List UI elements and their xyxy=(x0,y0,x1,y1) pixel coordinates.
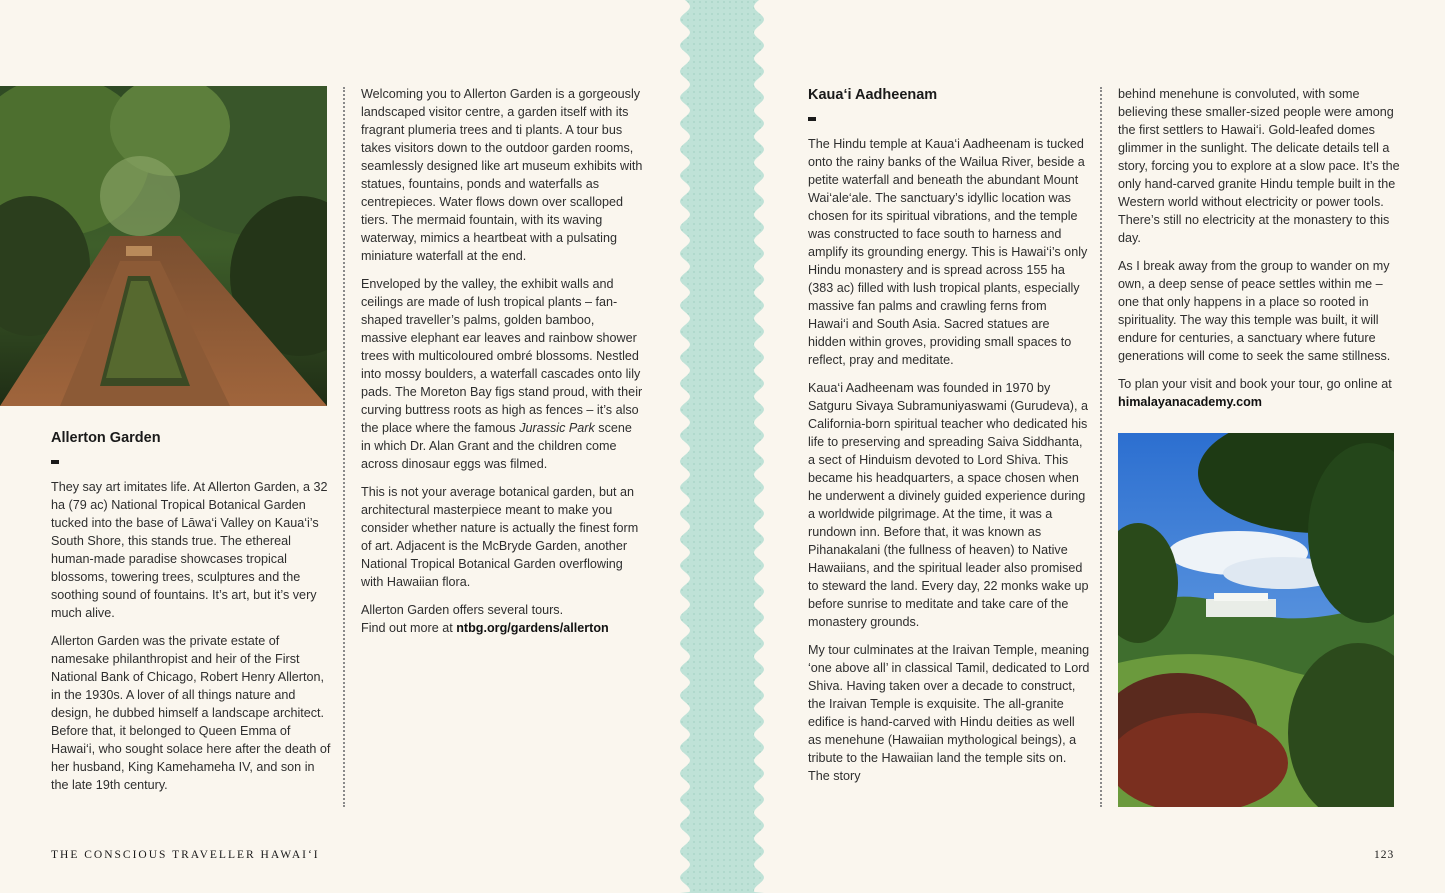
aadheenam-column-2 xyxy=(1118,85,1400,411)
paragraph: Kaua‘i Aadheenam was founded in 1970 by Satguru Sivaya Subramuniyaswami (Gurudeva), a California-born spiritual teacher who dedicated his life to preserving and spreading Saiva Siddhanta, a sect of Hinduism devoted to Lord Shiva. This became his headquarters, a space chosen when he underwent a divinely guided experience during a worldwide pilgrimage. At the time, it was a rundown inn. Before that, it was known as Pihanakalani (the fullness of heaven) to Native Hawaiians, and the spiritual leader also promised to steward the land. Every day, 22 monks wake up before sunrise to meditate and take care of the monastery grounds. xyxy=(808,381,1089,629)
temple-grounds-photo xyxy=(1118,433,1394,807)
section-heading-aadheenam: Kaua‘i Aadheenam xyxy=(808,87,938,103)
paragraph: Allerton Garden was the private estate of namesake philanthropist and heir of the First National Bank of Chicago, Robert Henry Allerton, in the 1930s. A lover of all things nature and design, he dubbed himself a landscape architect. Before that, it belonged to Queen Emma of Hawai‘i, who sought solace here after the death of her husband, King Kamehameha IV, and son in the late 19th century. xyxy=(51,634,331,792)
link-prefix: To plan your visit and book your tour, go online at xyxy=(1118,377,1392,391)
paragraph: As I break away from the group to wander on my own, a deep sense of peace settles within me – one that only happens in a place so rooted in spirituality. The way this temple was built, it will endure for centuries, a sanctuary where future generations will come to seek the same stillness. xyxy=(1118,259,1391,363)
column-divider xyxy=(343,87,345,807)
paragraph xyxy=(1118,375,1400,411)
heading-dash xyxy=(51,460,59,464)
paragraph: This is not your average botanical garden, but an architectural masterpiece meant to make you consider whether nature is actually the finest form of art. Adjacent is the McBryde Garden, another National Tropical Botanical Garden overflowing with Hawaiian flora. xyxy=(361,485,639,589)
heading-dash xyxy=(808,117,816,121)
aadheenam-section xyxy=(808,85,1090,785)
paragraph-text: scene in which Dr. Alan Grant and the children come across dinosaur eggs was filmed. xyxy=(361,421,632,471)
paragraph-text: Enveloped by the valley, the exhibit walls and ceilings are made of lush tropical plants – fan-shaped traveller’s palms, golden bamboo, massive elephant ear leaves and rainbow shower trees with multicoloured ombré blossoms. Nestled into mossy boulders, a waterfall cascades onto lily pads. The Moreton Bay figs stand proud, with their curving buttress roots as high as fences – it’s also the place where the famous xyxy=(361,277,643,435)
column-divider xyxy=(1100,87,1102,807)
paragraph xyxy=(361,275,643,473)
paragraph: Welcoming you to Allerton Garden is a gorgeously landscaped visitor centre, a garden itself with its fragrant plumeria trees and ti plants. A tour bus takes visitors down to the outdoor garden rooms, seamlessly designed like art museum exhibits with statues, fountains, ponds and waterfalls as centrepieces. Water flows down over scalloped tiers. The mermaid fountain, with its waving waterway, mimics a heartbeat with a pulsating miniature waterfall at the end. xyxy=(361,87,643,263)
page-number: 123 xyxy=(1374,849,1395,861)
allerton-garden-photo xyxy=(0,86,327,406)
paragraph: They say art imitates life. At Allerton Garden, a 32 ha (79 ac) National Tropical Botanical Garden tucked into the base of Lāwa‘i Valley on Kaua‘i’s South Shore, this stands true. The ethereal human-made paradise showcases tropical blossoms, towering trees, sculptures and the soothing sound of fountains. It’s art, but it’s very much alive. xyxy=(51,480,328,620)
paragraph: behind menehune is convoluted, with some believing these smaller-sized people were among the first settlers to Hawai‘i. Gold-leafed domes glimmer in the sunlight. The delicate details tell a story, forcing you to explore at a slow pace. It’s the only hand-carved granite Hindu temple built in the Western world without electricity or power tools. There’s still no electricity at the monastery to this day. xyxy=(1118,87,1400,245)
wavy-pattern xyxy=(680,0,764,893)
paragraph: My tour culminates at the Iraivan Temple, meaning ‘one above all’ in classical Tamil, dedicated to Lord Shiva. Having taken over a decade to construct, the Iraivan Temple is exquisite. The all-granite edifice is hand-carved with Hindu deities as well as menehune (Hawaiian mythological beings), a tribute to the Hawaiian land the temple sits on. The story xyxy=(808,643,1090,783)
section-heading-allerton: Allerton Garden xyxy=(51,430,161,446)
himalayan-academy-link[interactable]: himalayanacademy.com xyxy=(1118,395,1262,409)
paragraph xyxy=(361,601,643,637)
film-title: Jurassic Park xyxy=(519,421,595,435)
running-footer: THE CONSCIOUS TRAVELLER HAWAI‘I xyxy=(51,849,320,861)
paragraph: The Hindu temple at Kaua‘i Aadheenam is tucked onto the rainy banks of the Wailua River, beside a petite waterfall and beneath the abundant Mount Wai‘ale‘ale. The sanctuary’s idyllic location was chosen for its spiritual vibrations, and the temple was constructed to face south to harness and amplify its grounding energy. This is Hawai‘i’s only Hindu monastery and is spread across 155 ha (383 ac) filled with lush tropical plants, especially massive fan palms and crawling ferns from Hawai‘i and South Asia. Sacred statues are hidden within groves, providing small spaces to reflect, pray and meditate. xyxy=(808,137,1088,367)
link-prefix: Find out more at xyxy=(361,621,457,635)
page-spine-decoration xyxy=(680,0,764,893)
allerton-link[interactable]: ntbg.org/gardens/allerton xyxy=(456,621,609,635)
allerton-column-2 xyxy=(361,85,643,637)
allerton-section xyxy=(51,428,331,804)
tour-info: Allerton Garden offers several tours. xyxy=(361,603,564,617)
